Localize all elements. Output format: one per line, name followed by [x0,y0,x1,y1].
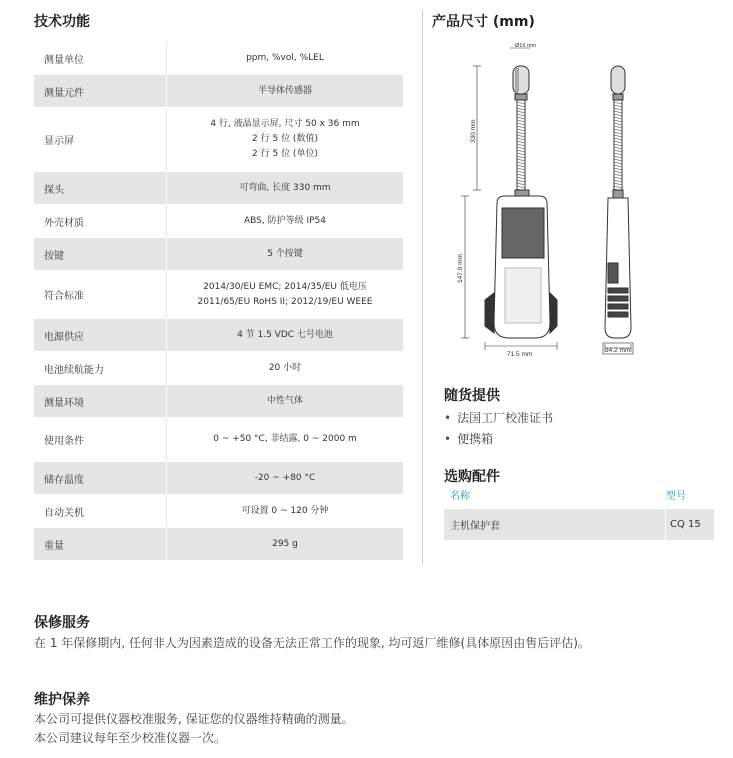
spec-label: 电源供应 [34,319,167,351]
column-divider [422,10,423,565]
spec-label: 重量 [34,528,167,560]
spec-value-line: 2 行 5 位 (数值) [252,134,318,144]
dimension-drawing [445,38,705,363]
spec-label: 自动关机 [34,495,167,527]
accessories-title: 随货提供 [444,388,500,404]
spec-value [167,352,403,384]
spec-value-line: 20 小时 [268,362,302,373]
specs-table [34,42,403,561]
spec-value-line: 可设置 0 ~ 120 分钟 [241,505,329,516]
spec-label: 显示屏 [34,108,167,171]
spec-value [167,462,403,494]
spec-value-line: 0 ~ +50 °C, 非结露, 0 ~ 2000 m [213,434,357,444]
options-col-name: 名称 [450,491,470,502]
spec-label: 外壳材质 [34,205,167,237]
spec-label: 电池续航能力 [34,352,167,384]
accessories-list [444,408,553,450]
options-title: 选购配件 [444,469,500,485]
spec-label: 按键 [34,238,167,270]
spec-value [167,172,403,204]
table-row [34,385,403,418]
spec-value [167,238,403,270]
spec-value-line: 5 个按键 [267,248,303,259]
body-depth-label: 34.2 mm [605,347,631,354]
spec-value-line: 2014/30/EU EMC; 2014/35/EU 低电压 [203,281,367,292]
warranty-text: 在 1 年保修期内, 任何非人为因素造成的设备无法正常工作的现象, 均可返厂维修(具体原因由售后评估)。 [34,636,590,650]
spec-value-line: 可弯曲, 长度 330 mm [239,182,331,193]
spec-value-line: 295 g [272,538,298,549]
spec-label: 测量元件 [34,75,167,107]
spec-value [167,42,403,74]
table-row [34,205,403,238]
spec-value-line: 2011/65/EU RoHS II; 2012/19/EU WEEE [197,296,373,307]
table-row [34,352,403,385]
table-row [34,462,403,495]
table-row [444,509,714,540]
dimensions-title: 产品尺寸 (mm) [432,14,535,30]
spec-label: 符合标准 [34,271,167,318]
spec-value [167,205,403,237]
probe-side [611,66,625,100]
spec-label: 测量单位 [34,42,167,74]
spec-value-line: 4 节 1.5 VDC 七号电池 [237,329,333,340]
options-col-model: 型号 [666,491,686,502]
table-row [34,271,403,319]
spec-label: 储存温度 [34,462,167,494]
body-width-label: 71.5 mm [507,351,533,358]
table-row [34,75,403,108]
option-model: CQ 15 [670,519,701,530]
maintenance-line: 本公司建议每年至少校准仪器一次。 [34,731,227,745]
spec-value [167,495,403,527]
spec-value [167,418,403,461]
probe-front [510,48,530,100]
probe-length-label: 330 mm [470,119,477,143]
warranty-title: 保修服务 [34,615,90,631]
device-side [605,190,631,338]
body-height-label: 147.9 mm [457,254,464,283]
table-row [34,108,403,172]
table-row [34,238,403,271]
spec-value [167,271,403,318]
spec-value-line: 半导体传感器 [257,85,312,96]
specs-title: 技术功能 [34,14,90,30]
list-item: • 法国工厂校准证书 [444,408,553,429]
spec-value-line: 4 行, 液晶显示屏, 尺寸 50 x 36 mm [210,119,360,129]
spec-value-line: ABS, 防护等级 IP54 [243,215,326,226]
spec-value [167,528,403,560]
maintenance-line: 本公司可提供仪器校准服务, 保证您的仪器维持精确的测量。 [34,712,354,726]
table-row [34,172,403,205]
spec-value [167,75,403,107]
probe-diameter-label: Ø16 mm [515,43,537,49]
option-name: 主机保护套 [444,509,666,540]
maintenance-title: 维护保养 [34,692,90,708]
spec-label: 探头 [34,172,167,204]
table-row [34,319,403,352]
maintenance-text [34,710,354,748]
spec-value-line: 2 行 5 位 (单位) [252,149,318,159]
table-row [34,495,403,528]
spec-value-line: ppm, %vol, %LEL [246,52,324,63]
spec-value-line: -20 ~ +80 °C [254,472,316,483]
spec-value-line: 中性气体 [266,395,303,406]
spec-value [167,319,403,351]
spec-value [167,108,403,171]
table-row [34,528,403,561]
table-row [34,418,403,462]
spec-label: 测量环境 [34,385,167,417]
device-front [485,190,557,338]
list-item: • 便携箱 [444,429,553,450]
options-header [444,487,714,505]
spec-value [167,385,403,417]
table-row [34,42,403,75]
spec-label: 使用条件 [34,418,167,461]
